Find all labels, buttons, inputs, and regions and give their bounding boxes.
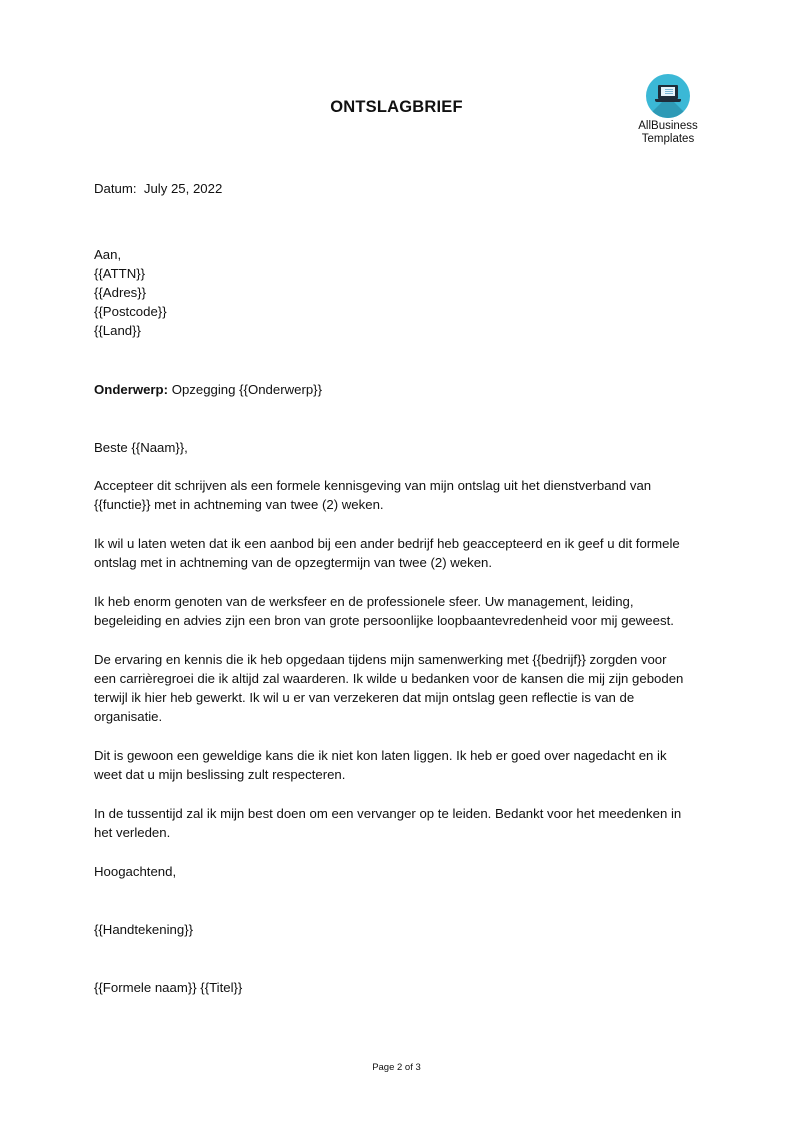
document-title: ONTSLAGBRIEF <box>330 98 463 116</box>
paragraph-line: In de tussentijd zal ik mijn best doen om een vervanger op te leiden. Bedankt voor het meedenken in <box>94 806 682 821</box>
brand-logo <box>628 74 708 146</box>
paragraph-line: Ik wil u laten weten dat ik een aanbod bij een ander bedrijf heb geaccepteerd en ik geef u dit formele <box>94 536 680 551</box>
paragraph-line: organisatie. <box>94 709 163 724</box>
page-number: Page 2 of 3 <box>372 1062 421 1073</box>
recipient-postcode: {{Postcode}} <box>94 304 167 319</box>
subject-label: Onderwerp: <box>94 382 169 397</box>
signature-placeholder: {{Handtekening}} <box>94 922 194 937</box>
paragraph-line: begeleiding en advies zijn een bron van grote persoonlijke loopbaantevredenheid voor mij geweest. <box>94 613 674 628</box>
greeting: Beste {{Naam}}, <box>94 440 188 455</box>
brand-name: AllBusiness Templates <box>638 120 698 145</box>
paragraph-line: Ik heb enorm genoten van de werksfeer en de professionele sfeer. Uw management, leiding, <box>94 594 634 609</box>
paragraph-line: De ervaring en kennis die ik heb opgedaan tijdens mijn samenwerking met {{bedrijf}} zorgden voor <box>94 652 667 667</box>
date-line <box>94 180 222 198</box>
paragraph-line: terwijl ik hier heb gewerkt. Ik wil u er van verzekeren dat mijn ontslag geen reflectie is van de <box>94 690 635 705</box>
signer-name: {{Formele naam}} {{Titel}} <box>94 980 243 995</box>
paragraph-line: een carrièregroei die ik altijd zal waarderen. Ik wilde u bedanken voor de kansen die mij zijn geboden <box>94 671 684 686</box>
recipient-country: {{Land}} <box>94 323 141 338</box>
paragraph-line: het verleden. <box>94 825 171 840</box>
recipient-attn: {{ATTN}} <box>94 266 146 281</box>
recipient-address: {{Adres}} <box>94 285 147 300</box>
date-label: Datum: <box>94 181 137 196</box>
subject-line <box>94 381 322 399</box>
laptop-icon <box>646 74 690 118</box>
closing: Hoogachtend, <box>94 864 177 879</box>
paragraph-line: ontslag met in achtneming van de opzegtermijn van twee (2) weken. <box>94 555 493 570</box>
paragraph-line: weet dat u mijn beslissing zult respecteren. <box>94 767 346 782</box>
paragraph-line: Dit is gewoon een geweldige kans die ik niet kon laten liggen. Ik heb er goed over nagedacht en ik <box>94 748 667 763</box>
date-value: July 25, 2022 <box>143 181 223 196</box>
subject-value: Opzegging {{Onderwerp}} <box>171 382 322 397</box>
recipient-salutation: Aan, <box>94 247 122 262</box>
paragraph-line: Accepteer dit schrijven als een formele kennisgeving van mijn ontslag uit het dienstverband van <box>94 478 652 493</box>
paragraph-line: {{functie}} met in achtneming van twee (2) weken. <box>94 497 384 512</box>
